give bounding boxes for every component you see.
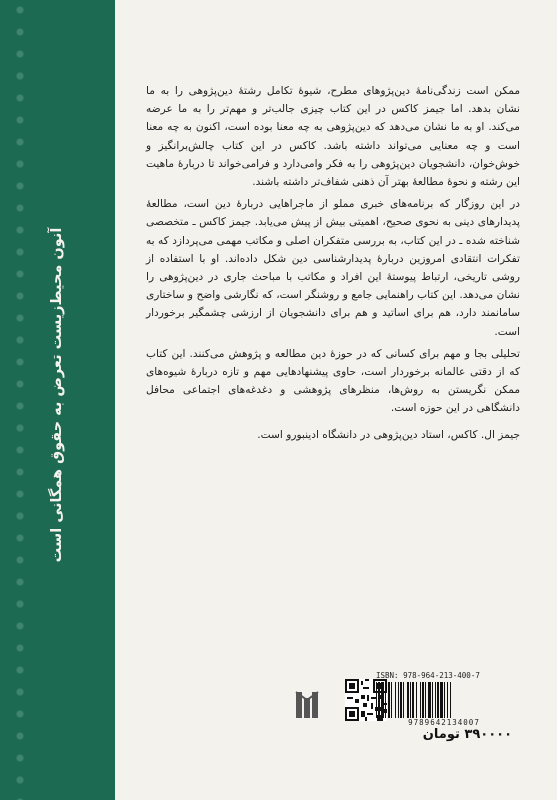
blurb-paragraph-3: تحلیلی بجا و مهم برای کسانی که در حوزهٔ دین مطالعه و پژوهش می‌کنند. این کتاب که از دقتی عالمانه برخوردار است، حاوی پیشنهادهایی مهم و تازه دربارهٔ شیوه‌های ممکن نگریستن به روش‌ها، منظرهای پژوهشی و دغدغه‌های اجتماعی محافل دانشگاهی در این حوزه است. — [146, 347, 520, 415]
barcode-icon — [376, 682, 512, 718]
barcode-digits: 9789642134007 — [408, 718, 480, 727]
spine-band — [0, 0, 115, 800]
isbn-block — [376, 671, 512, 727]
blurb-paragraph-1: ممکن است زندگی‌نامهٔ دین‌پژوهای مطرح، شیوهٔ تکامل رشتهٔ دین‌پژوهی را به ما نشان بدهد. اما جیمز کاکس در این کتاب چیزی جالب‌تر و مهم‌تر را به ما عرضه می‌کند. او به ما نشان می‌دهد که دین‌پژوهی به چه معنا بوده است، اکنون به چه معنا است و چه معنایی می‌تواند داشته باشد. کاکس در این کتاب چالش‌برانگیز و خوش‌خوان، دانشجویان دین‌پژوهی را به فکر وامی‌دارد و فرامی‌خواند تا دربارهٔ ماهیت این رشته و نحوهٔ مطالعهٔ بهتر آن ذهنی شفاف‌تر داشته باشند. — [146, 85, 520, 189]
author-note: جیمز ال. کاکس، استاد دین‌پژوهی در دانشگاه ادینبورو است. — [257, 428, 520, 441]
isbn-label: ISBN: 978-964-213-400-7 — [376, 671, 480, 680]
spine-text: آنون محیط‌زیست تعرض به حقوق همگانی است — [49, 227, 65, 563]
blurb — [146, 82, 520, 448]
price-label: ۳۹۰۰۰۰ تومان — [422, 727, 512, 742]
publisher-logo-icon — [294, 690, 320, 720]
blurb-paragraph-2: در این روزگار که برنامه‌های خبری مملو از ماجراهایی دربارهٔ دین است، مطالعهٔ پدیدارهای دینی به نحوی صحیح، اهمیتی بیش از پیش می‌یابد. جیمز کاکس ـ متخصصی شناخته شده ـ در این کتاب، به بررسی متفکران اصلی و مکاتب مهمی می‌پردازد که به تفکرات انتقادی امروزین دربارهٔ پدیدارشناسی دین شکل داده‌اند. او با استفاده از روشی تاریخی، ارتباط پیوستهٔ این افراد و مکاتب با مباحث جاری در دین‌پژوهی را نشان می‌دهد. این کتاب راهنمایی جامع و روشنگر است، که نگارشی واضح و ساختاری سامانمند دارد، هم برای اساتید و هم برای دانشجویان از ارزشی چشمگیر برخوردار است. — [146, 198, 520, 338]
ornament-pattern — [8, 0, 32, 800]
